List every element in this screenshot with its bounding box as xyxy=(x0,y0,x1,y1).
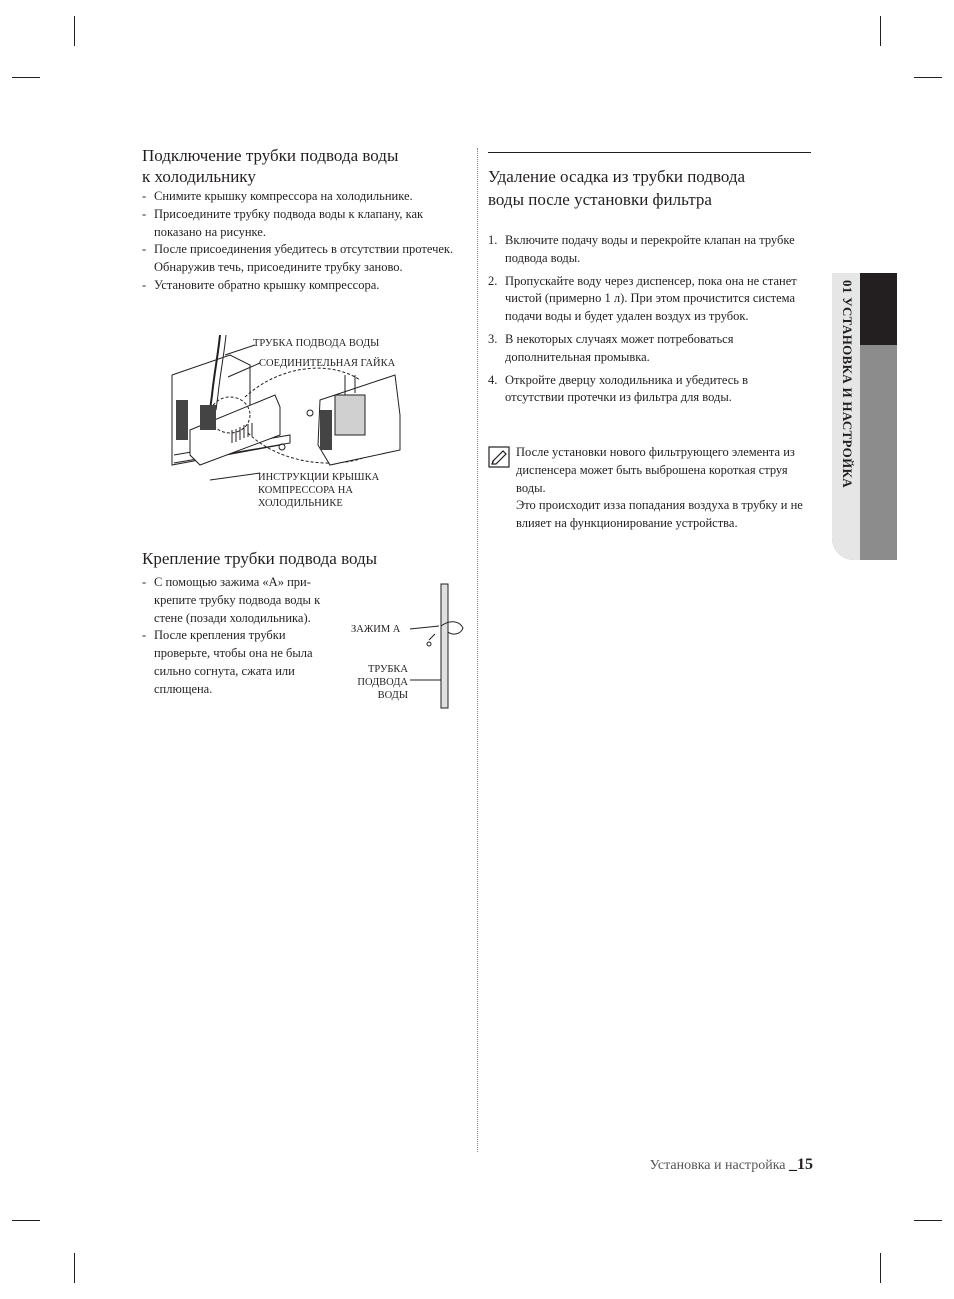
step-text: В некоторых случаях может потребоваться дополнительная промывка. xyxy=(505,331,734,364)
list-item: - После присоединения убедитесь в отсутствии протечек. Обнаружив течь, присоедините трубку заново. xyxy=(142,241,462,277)
crop-mark xyxy=(880,16,881,46)
figure-label-cover-line2: КОМПРЕССОРА НА xyxy=(258,485,353,496)
step-text: Пропускайте воду через диспенсер, пока она не станет чистой (примерно 1 л). При этом прочистится система подачи воды и будет удален воздух из трубок. xyxy=(505,273,797,324)
section3-steps xyxy=(488,232,804,412)
step-number: 2. xyxy=(488,273,498,288)
crop-mark xyxy=(74,16,75,46)
step-text: Откройте дверцу холодильника и убедитесь в отсутствии протечки из фильтра для воды. xyxy=(505,372,748,405)
list-item: - Присоедините трубку подвода воды к клапану, как показано на рисунке. xyxy=(142,206,462,242)
section3-title-line2: воды после установки фильтра xyxy=(488,190,712,209)
figure-label-tube: ТРУБКА ПОДВОДА ВОДЫ xyxy=(253,338,380,349)
note-pencil-icon xyxy=(488,446,510,468)
list-item: - С помощью зажима «А» при- крепите трубку подвода воды к стене (позади холодильника). xyxy=(142,574,332,627)
page-footer xyxy=(560,1156,813,1174)
figure-label-water-tube xyxy=(350,663,408,702)
section1-title-line2: к холодильнику xyxy=(142,167,256,186)
crop-mark xyxy=(914,1220,942,1221)
side-tab-label: 01 УСТАНОВКА И НАСТРОЙКА xyxy=(840,280,855,488)
figure-label-cover xyxy=(258,471,379,510)
list-item: - Снимите крышку компрессора на холодильнике. xyxy=(142,188,462,206)
figure-label-cover-line1: ИНСТРУКЦИИ КРЫШКА xyxy=(258,472,380,483)
section3-title xyxy=(488,165,745,211)
crop-mark xyxy=(12,1220,40,1221)
column-divider xyxy=(477,148,478,1152)
section-rule xyxy=(488,152,811,153)
list-item: - После крепления трубки проверьте, чтобы она не была сильно согнута, сжата или сплющена. xyxy=(142,627,332,698)
list-item: - Установите обратно крышку компрессора. xyxy=(142,277,462,295)
clamp-figure xyxy=(405,582,475,712)
section2-title: Крепление трубки подвода воды xyxy=(142,549,378,568)
note-line2: Это происходит изза попадания воздуха в трубку и не влияет на функционирование устройства. xyxy=(516,498,803,531)
step-number: 3. xyxy=(488,331,498,346)
figure-label-water-tube-line3: ВОДЫ xyxy=(377,690,408,701)
crop-mark xyxy=(74,1253,75,1283)
section3-title-line1: Удаление осадка из трубки подвода xyxy=(488,167,746,186)
note-text xyxy=(516,444,812,533)
side-tab-marker xyxy=(860,273,897,345)
note-line1: После установки нового фильтрующего элемента из диспенсера может быть выброшена короткая струя воды. xyxy=(516,445,795,495)
step-number: 4. xyxy=(488,372,498,387)
section1-list xyxy=(142,188,462,295)
figure-label-water-tube-line1: ТРУБКА xyxy=(367,664,408,675)
footer-label: Установка и настройка xyxy=(649,1158,789,1173)
crop-mark xyxy=(12,77,40,78)
figure-label-water-tube-line2: ПОДВОДА xyxy=(357,677,408,688)
section1-title xyxy=(142,145,398,187)
list-item xyxy=(488,372,804,408)
crop-mark xyxy=(914,77,942,78)
step-number: 1. xyxy=(488,233,498,247)
step-text: Включите подачу воды и перекройте клапан на трубке подвода воды. xyxy=(505,233,795,265)
list-item xyxy=(488,273,804,326)
list-item xyxy=(488,331,804,367)
crop-mark xyxy=(880,1253,881,1283)
figure-label-cover-line3: ХОЛОДИЛЬНИКЕ xyxy=(258,498,343,509)
figure-label-nut: СОЕДИНИТЕЛЬНАЯ ГАЙКА xyxy=(259,358,396,369)
list-item xyxy=(488,232,804,268)
figure-label-clamp: ЗАЖИМ А xyxy=(351,624,401,635)
section2-list xyxy=(142,574,332,699)
section1-title-line1: Подключение трубки подвода воды xyxy=(142,146,399,165)
page-number: _15 xyxy=(789,1156,813,1173)
